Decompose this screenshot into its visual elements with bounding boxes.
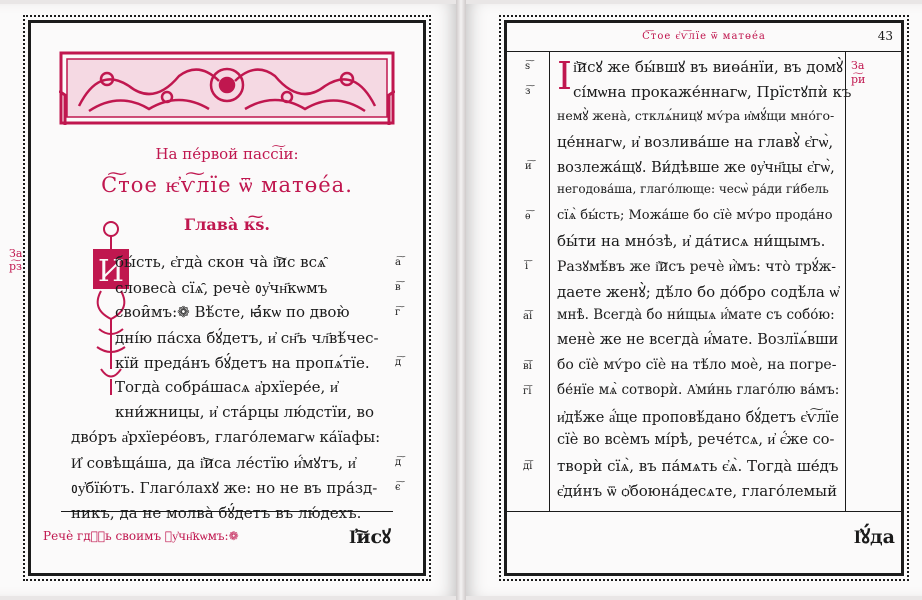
text-line: возлежа́щꙋ. Ви́дѣвше же ᲂу҆чн҃цы є҆гѡ̀,: [557, 160, 835, 176]
text-line: сі́мѡна прокаже́ннагѡ, Прїстꙋпѝ къ: [573, 83, 852, 101]
verse-number: д͠: [395, 457, 402, 468]
verse-number: д͠і: [523, 461, 533, 472]
initial-letter-right: І: [557, 54, 573, 98]
text-line: бе́нїе мѧ̀ сотворѝ. А҆ми́нь глаго́лю ва́мъ:: [557, 382, 840, 398]
book-gutter: [456, 0, 466, 600]
catchword: І҆ꙋ́да: [853, 526, 895, 548]
rubric-footer: Речѐ гдⷭ҇ь своимъ ᲂу҆чн҃кѡмъ:❁: [43, 529, 239, 543]
left-margin-reading-number: За р͠з: [9, 247, 23, 273]
verse-number: ѳ͠: [525, 211, 531, 222]
left-page-frame: [9, 20, 426, 576]
catchword: І҆͠исꙋ: [349, 526, 391, 548]
verse-number: в͠і: [523, 361, 532, 372]
text-line: сїѐ во всѐмъ мі́рѣ, рече́тсѧ, и҆ є҆́же со-: [557, 432, 835, 448]
text-line: бы́ти на мно́зѣ, и҆ да́тисѧ ни́щымъ.: [557, 232, 826, 250]
text-line: Тогда̀ собра́шасѧ а҆рхїере́е, и҆: [115, 378, 339, 396]
right-page-frame: [504, 20, 904, 576]
verse-number: г͠: [395, 307, 401, 318]
text-line: менѐ же не всегда̀ и҆́мате. Возлїѧ́вши: [557, 332, 839, 348]
text-line: кни́жницы, и҆ ста́рцы лю́дстїи, во: [115, 403, 375, 421]
verse-number: г͠і: [523, 386, 532, 397]
verse-number: з͠: [525, 86, 531, 97]
service-subtitle: На пе́рвой пасс͠іи:: [155, 145, 299, 163]
text-line: И҆ совѣща́ша, да і҆͠иса ле́стїю и҆́мꙋтъ, и҆: [71, 454, 356, 472]
text-line: є҆ди́нъ ѿ ѻ҆боюна́десѧте, глаго́лемый: [557, 482, 838, 500]
text-line: кїй преда́нъ бꙋ́детъ на пропѧ́тїе.: [115, 354, 370, 372]
text-line: немꙋ̀ жена̀, стклѧ́ницꙋ мѵ́ра и҆мꙋ́щи мно́го-: [557, 108, 835, 123]
verse-number: ѕ͠: [525, 61, 531, 72]
left-column-rule: [549, 51, 550, 511]
text-line: сїѧ̀ бы́сть; Можа́ше бо сїѐ мѵ́ро прода́но: [557, 208, 833, 223]
text-line: бо сїѐ мѵ́ро сїѐ на тѣ́ло моѐ, на погре-: [557, 357, 837, 373]
text-line: мнѣ̀. Всегда̀ бо ни́щыѧ и҆́мате съ собо́ю:: [557, 307, 835, 323]
verse-number: є͠: [395, 482, 401, 493]
header-rule: [507, 51, 901, 52]
gospel-title: С͠тое ѥ҆ѵ͠лїе ѿ матөе́а.: [101, 173, 353, 197]
text-line: творѝ сїѧ̀, въ па́мѧть є҆ѧ̀. Тогда̀ ше́дъ: [557, 457, 839, 475]
text-line: і҆͠исꙋ же бы́вшꙋ въ виөа́нїи, въ домꙋ̀: [573, 58, 844, 76]
right-margin-reading-number: За р͠и: [851, 59, 866, 86]
right-page: [466, 4, 922, 596]
text-line: словеса̀ сїѧ̑, речѐ ᲂу҆чн҃кѡмъ: [115, 279, 328, 297]
text-line: негодова́ша, глаго́люще: чесѡ̀ ра́ди ги́бель: [557, 182, 829, 196]
text-line: Разꙋмѣ́въ же і҆͠исъ речѐ и҆̀мъ: что̀ трꙋ́ж-: [557, 259, 837, 275]
text-line: бы́сть, є҆гда̀ скон ча̀ і҆͠ис всѧ̑: [115, 253, 326, 271]
verse-number: а͠: [395, 257, 401, 268]
headpiece-ornament: [59, 51, 395, 125]
chapter-heading: Глава̀ к͠ѕ.: [184, 215, 270, 234]
verse-number: а͠і: [523, 311, 533, 322]
verse-number: в͠: [395, 282, 401, 293]
footer-rule: [507, 511, 901, 512]
page-number: 43: [877, 29, 893, 43]
footer-rule: [61, 511, 393, 512]
verse-number: и͠: [525, 161, 532, 172]
right-column-rule: [845, 51, 846, 511]
text-line: и҆дѣ́же а҆́ще проповѣ́дано бꙋ́детъ є҆ѵ͠лїе: [557, 410, 840, 426]
text-line: дні́ю па́сха бꙋ́детъ, и҆ сн҃ъ чл҃вѣ́чес-: [115, 329, 379, 347]
verse-number: і͠: [525, 261, 529, 272]
verse-number: д͠: [395, 357, 402, 368]
text-line: никъ, да не молва̀ бꙋ́детъ въ лю́дехъ.: [71, 504, 362, 522]
text-line: це́ннагѡ, и҆ возлива́ше на главꙋ̀ є҆гѡ̀,: [557, 133, 834, 151]
running-head: С͠тое є҆ѵ͠лїе ѿ матөе́а: [642, 31, 766, 42]
text-line: дво́ръ а҆рхїере́овъ, глаго́лемагѡ ка́їафы:: [71, 428, 381, 446]
left-page: [0, 4, 456, 596]
text-line: даете женꙋ̀; дѣ́ло бо до́бро содѣ́ла ѡ҆: [557, 283, 840, 301]
initial-letter: И: [97, 254, 125, 289]
text-line: ᲂу҆бїю́тъ. Глаго́лахꙋ же: но не въ пра́зд-: [71, 479, 378, 497]
text-line: свои̑мъ:❁ Вѣ́сте, ꙗ҆́кѡ по двою̀: [115, 303, 350, 321]
